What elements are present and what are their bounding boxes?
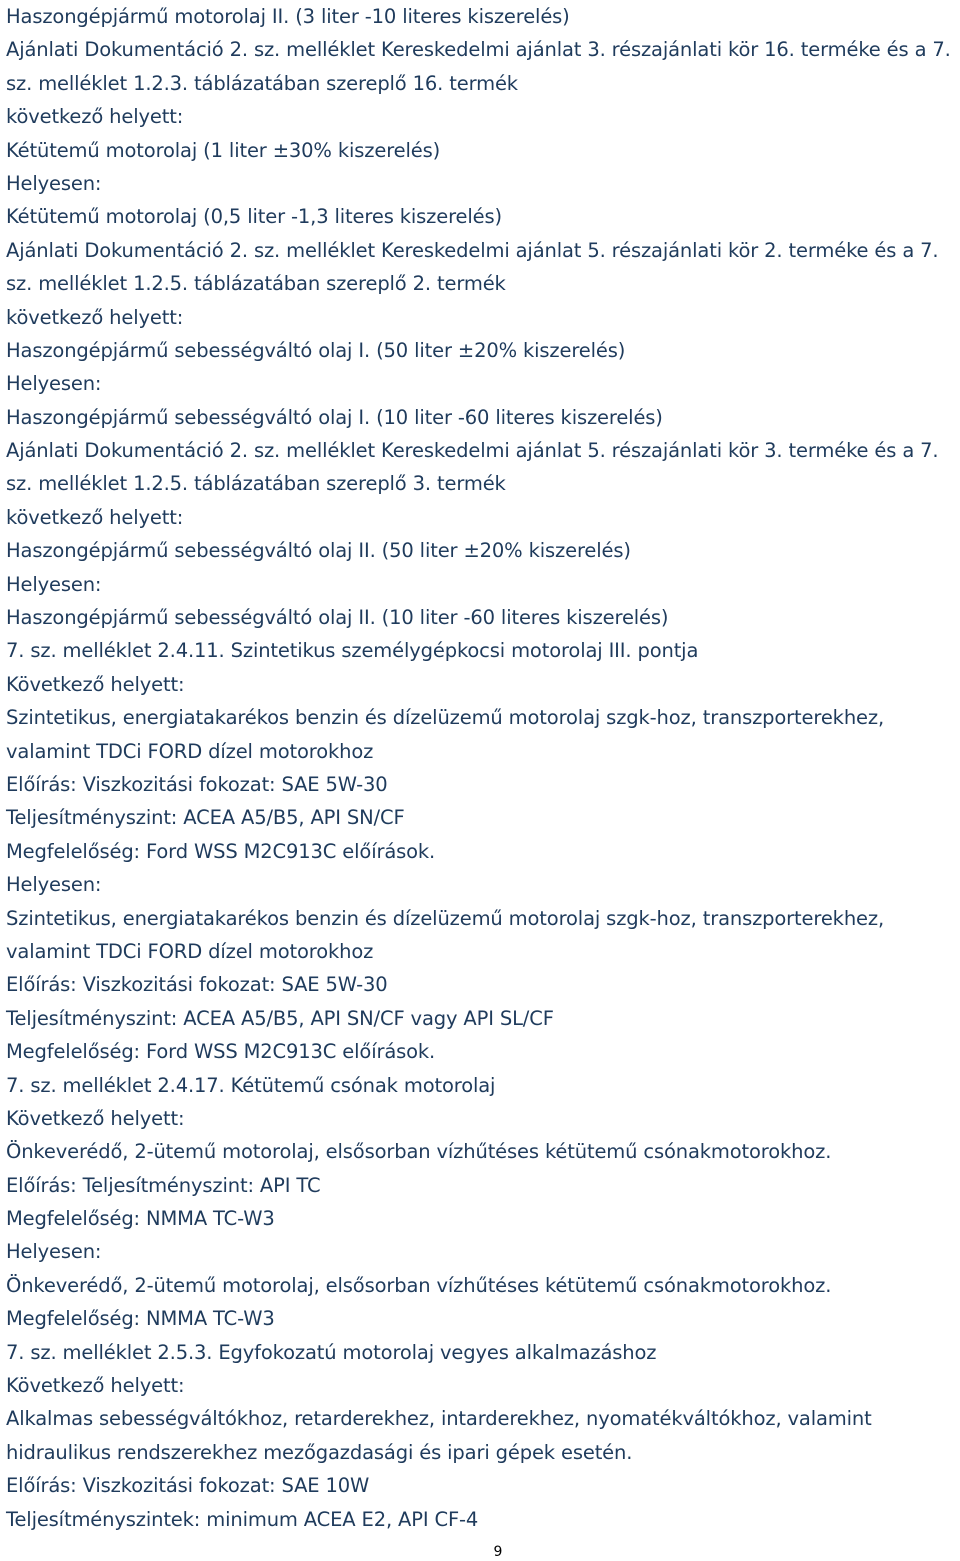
text-line: Teljesítményszint: ACEA A5/B5, API SN/CF vagy API SL/CF [6,1006,554,1030]
text-line: Önkeverédő, 2-ütemű motorolaj, elsősorban vízhűtéses kétütemű csónakmotorokhoz. [6,1273,832,1297]
text-line: 7. sz. melléklet 2.5.3. Egyfokozatú motorolaj vegyes alkalmazáshoz [6,1340,657,1364]
text-line: sz. melléklet 1.2.5. táblázatában szereplő 3. termék [6,472,506,496]
text-line: Kétütemű motorolaj (0,5 liter -1,3 literes kiszerelés) [6,205,502,229]
text-line: Előírás: Viszkozitási fokozat: SAE 5W-30 [6,772,388,796]
text-line: Előírás: Viszkozitási fokozat: SAE 5W-30 [6,973,388,997]
text-line: Előírás: Viszkozitási fokozat: SAE 10W [6,1474,370,1498]
text-line: Helyesen: [6,1240,102,1264]
text-line: sz. melléklet 1.2.3. táblázatában szereplő 16. termék [6,71,518,95]
text-line: Következő helyett: [6,1374,185,1398]
text-line: Ajánlati Dokumentáció 2. sz. melléklet Kereskedelmi ajánlat 5. részajánlati kör 3. terméke és a 7. [6,439,939,463]
text-line: 7. sz. melléklet 2.4.17. Kétütemű csónak motorolaj [6,1073,496,1097]
text-line: Szintetikus, energiatakarékos benzin és dízelüzemű motorolaj szgk-hoz, transzporterekhez, [6,706,885,730]
text-line: Helyesen: [6,572,102,596]
text-line: Helyesen: [6,873,102,897]
text-line: Megfelelőség: NMMA TC-W3 [6,1307,275,1331]
text-line: következő helyett: [6,105,184,129]
text-line: hidraulikus rendszerekhez mezőgazdasági és ipari gépek esetén. [6,1440,633,1464]
text-line: Megfelelőség: Ford WSS M2C913C előírások. [6,839,436,863]
text-line: Megfelelőség: Ford WSS M2C913C előírások. [6,1040,436,1064]
text-line: Haszongépjármű sebességváltó olaj I. (10 liter -60 literes kiszerelés) [6,405,663,429]
text-line: Haszongépjármű sebességváltó olaj II. (50 liter ±20% kiszerelés) [6,539,631,563]
text-line: Alkalmas sebességváltókhoz, retarderekhez, intarderekhez, nyomatékváltókhoz, valamint [6,1407,872,1431]
text-line: sz. melléklet 1.2.5. táblázatában szereplő 2. termék [6,272,506,296]
text-line: Önkeverédő, 2-ütemű motorolaj, elsősorban vízhűtéses kétütemű csónakmotorokhoz. [6,1140,832,1164]
text-line: Haszongépjármű sebességváltó olaj II. (10 liter -60 literes kiszerelés) [6,606,669,630]
text-line: valamint TDCi FORD dízel motorokhoz [6,739,374,763]
text-line: Szintetikus, energiatakarékos benzin és dízelüzemű motorolaj szgk-hoz, transzporterekhez, [6,906,885,930]
text-line: valamint TDCi FORD dízel motorokhoz [6,939,374,963]
text-line: Következő helyett: [6,672,185,696]
text-line: Megfelelőség: NMMA TC-W3 [6,1207,275,1231]
text-line: Előírás: Teljesítményszint: API TC [6,1173,321,1197]
text-line: Ajánlati Dokumentáció 2. sz. melléklet Kereskedelmi ajánlat 3. részajánlati kör 16. terméke és a 7. [6,38,951,62]
text-line: 7. sz. melléklet 2.4.11. Szintetikus személygépkocsi motorolaj III. pontja [6,639,699,663]
text-line: Teljesítményszintek: minimum ACEA E2, API CF-4 [6,1507,479,1531]
text-line: Haszongépjármű sebességváltó olaj I. (50 liter ±20% kiszerelés) [6,338,626,362]
text-line: Haszongépjármű motorolaj II. (3 liter -10 literes kiszerelés) [6,5,570,28]
text-line: Teljesítményszint: ACEA A5/B5, API SN/CF [6,806,405,830]
text-line: Helyesen: [6,171,102,195]
text-line: következő helyett: [6,505,184,529]
text-line: Ajánlati Dokumentáció 2. sz. melléklet Kereskedelmi ajánlat 5. részajánlati kör 2. terméke és a 7. [6,238,939,262]
page-number: 9 [493,1544,503,1560]
text-line: következő helyett: [6,305,184,329]
text-line: Következő helyett: [6,1106,185,1130]
document-body [6,0,954,1536]
text-line: Kétütemű motorolaj (1 liter ±30% kiszerelés) [6,138,441,162]
text-line: Helyesen: [6,372,102,396]
